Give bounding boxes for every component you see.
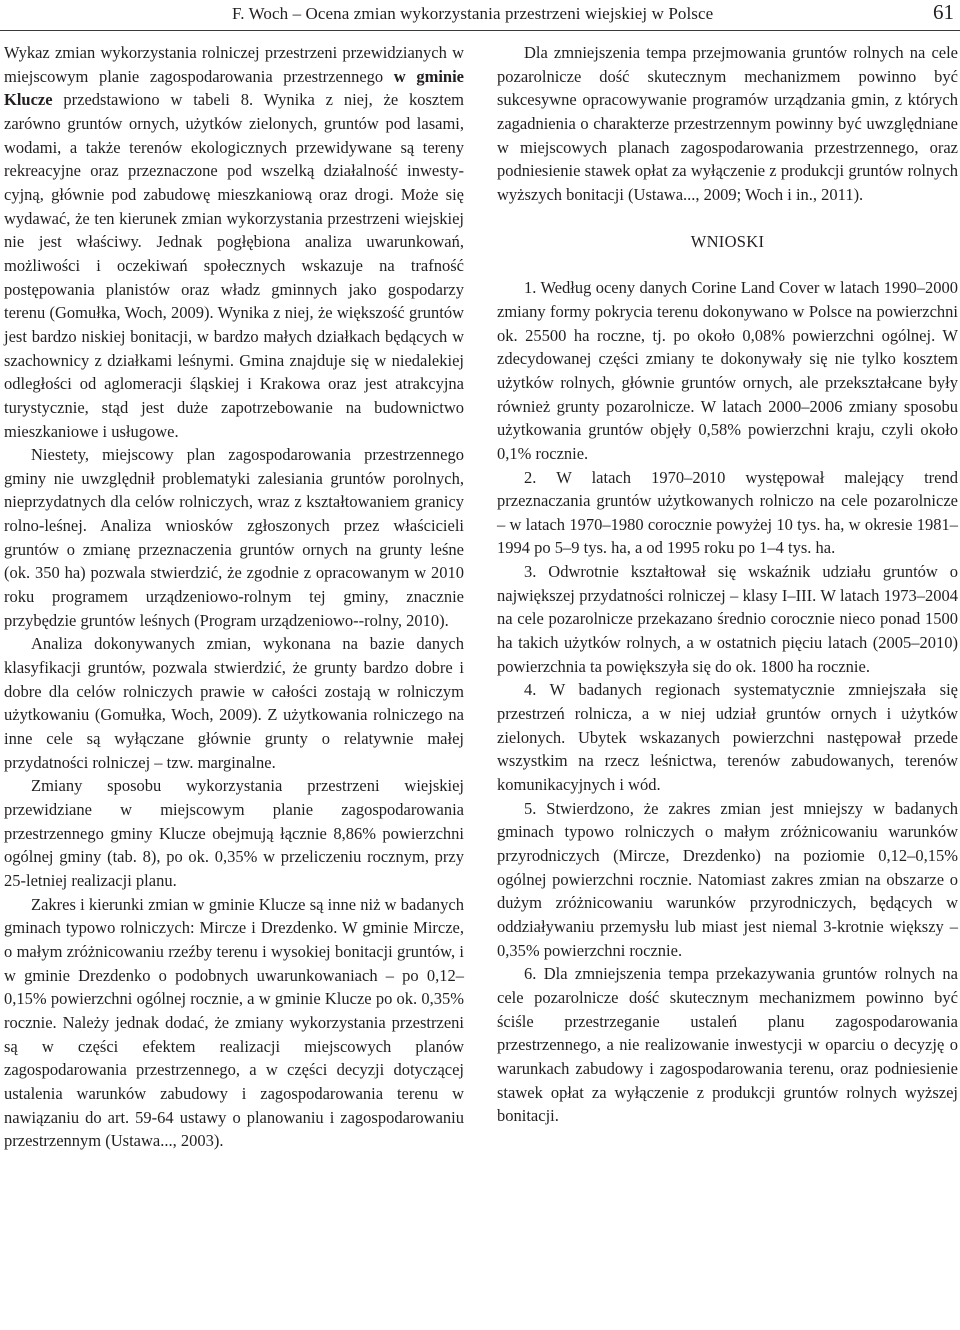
- page-header: [0, 0, 960, 31]
- paragraph: [4, 41, 464, 443]
- paragraph-text: przedstawiono w tabeli 8. Wynika z niej, że kosztem zarówno gruntów ornych, użytków zielonych, gruntów pod lasami, wodami, a także terenów ekologicznych przewidywane są tereny rekreacyjne oraz przeznaczone pod wszelką działalność inwestycyjną, głównie pod zabudowę mieszkaniową oraz drogi. Może się wydawać, że ten kierunek zmian wykorzystania przestrzeni wiejskiej nie jest właściwy. Jednak pogłębiona analiza uwarunkowań, możliwości i oczekiwań społecznych wskazuje na trafność postępowania planistów oraz władz gminnych jako gospodarzy terenu (Gomułka, Woch, 2009). Wynika z niej, że większość gruntów jest bardzo niskiej bonitacji, w bardzo małych działkach będących w szachownicy z działkami leśnymi. Gmina znajduje się w niedalekiej odległości od aglomeracji śląskiej i Krakowa oraz jest atrakcyjna turystycznie, stąd jest duże zapotrzebowanie na budownictwo mieszkaniowe i usługowe.: [4, 90, 464, 441]
- running-head: F. Woch – Ocena zmian wykorzystania przestrzeni wiejskiej w Polsce: [232, 4, 714, 23]
- section-heading: WNIOSKI: [690, 231, 765, 251]
- paragraph: Analiza dokonywanych zmian, wykonana na bazie danych klasyfikacji gruntów, pozwala stwierdzić, że grunty bardzo dobre i dobre dla celów rolniczych prawie w całości zostają w rolniczym użytkowaniu (Gomułka, Woch, 2009). Z użytkowania rolniczego na inne cele są wyłączane głównie grunty o relatywnie małej przydatności rolniczej – tzw. marginalne.: [4, 634, 464, 772]
- paragraph: Zakres i kierunki zmian w gminie Klucze są inne niż w badanych gminach typowo rolniczych: Mircze i Drezdenko. W gminie Mircze, o małym zróżnicowaniu rzeźby terenu i wysokiej bonitacji gruntów, i w gminie Drezdenko o podobnych uwarunkowaniach – po 0,12–0,15% powierzchni ogólnej rocznie, a w gminie Klucze po ok. 0,35% rocznie. Należy jednak dodać, że zmiany wykorzystania przestrzeni są w części efektem realizacji miejscowych planów zagospodarowania przestrzennego, a w części decyzji dotyczącej ustalenia warunków zabudowy i zagospodarowania terenu w nawiązaniu do art. 59-64 ustawy o planowaniu i zagospodarowaniu przestrzennym (Ustawa..., 2003).: [4, 894, 464, 1151]
- right-column: [497, 41, 958, 1128]
- conclusion-item: 1. Według oceny danych Corine Land Cover w latach 1990–2000 zmiany formy pokrycia terenu dokonywano w Polsce na powierzchni ok. 25500 ha roczne, tj. po około 0,08% powierzchni ogólnej. W zdecydowanej części zmiany te dokonywały się nie tylko kosztem użytków rolnych, głównie gruntów ornych, ale przekształcane były również grunty pozarolnicze. W latach 2000–2006 zmiany sposobu użytkowania gruntów objęły 0,58% powierzchni kraju, czyli około 0,1% rocznie.: [497, 278, 958, 463]
- left-column: [4, 41, 464, 1153]
- conclusion-item: 4. W badanych regionach systematycznie zmniejszała się przestrzeń rolnicza, a w niej udział gruntów ornych i użytków zielonych. Ubytek wskazanych powierzchni następował przede wszystkim na rzecz leśnictwa, terenów zabudowanych, terenów komunikacyjnych i wód.: [497, 680, 958, 795]
- paragraph: Dla zmniejszenia tempa przejmowania gruntów rolnych na cele pozarolnicze dość skutecznym mechanizmem powinno być sukcesywne opracowywanie programów urządzania gmin, z których zagadnienia o charakterze przestrzennym powinny być uwzględniane w miejscowych planach zagospodarowania przestrzennego, oraz podniesienie stawek opłat za wyłączenie z produkcji gruntów rolnych wyższych bonitacji (Ustawa..., 2009; Woch i in., 2011).: [497, 43, 958, 204]
- paragraph: Niestety, miejscowy plan zagospodarowania przestrzennego gminy nie uwzględnił problematyki zalesiania gruntów porolnych, nieprzydatnych dla celów rolniczych, wraz z kształtowaniem granicy rolno-leśnej. Analiza wniosków zgłoszonych przez właścicieli gruntów o zmianę przeznaczenia gruntów ornych na grunty leśne (ok. 350 ha) pozwala stwierdzić, że zgodnie z opracowanym w 2010 roku programem urządzeniowo-rolnym tej gminy, znacznie przybędzie gruntów leśnych (Program urządzeniowo--rolny, 2010).: [4, 445, 464, 630]
- paragraph-text: Wykaz zmian wykorzystania rolniczej przestrzeni przewidzianych w miejscowym planie zagospodarowania przestrzennego: [4, 43, 464, 86]
- conclusion-item: 6. Dla zmniejszenia tempa przekazywania gruntów rolnych na cele pozarolnicze dość skutecznym mechanizmem powinno być ściśle przestrzeganie ustaleń planu zagospodarowania przestrzennego, a nie realizowanie inwestycji w oparciu o decyzję o warunkach zabudowy i zagospodarowania terenu, oraz podniesienie stawek opłat za wyłączenie z produkcji gruntów rolnych wyższej bonitacji.: [497, 964, 958, 1126]
- bold-gmina-name: w gminie Klucze: [4, 66, 464, 110]
- paragraph: Zmiany sposobu wykorzystania przestrzeni wiejskiej przewidziane w miejscowym planie zagospodarowania przestrzennego gminy Klucze obejmują łącznie 8,86% powierzchni ogólnej gminy (tab. 8), po ok. 0,35% w przeliczeniu rocznym, przy 25-letniej realizacji planu.: [4, 776, 464, 890]
- page-number: 61: [933, 0, 954, 24]
- conclusion-item: 5. Stwierdzono, że zakres zmian jest mniejszy w badanych gminach typowo rolniczych o małym zróżnicowaniu warunków przyrodniczych (Mircze, Drezdenko) na poziomie 0,12–0,15% ogólnej powierzchni rocznie. Natomiast zakres zmian na obszarze o dużym zróżnicowaniu warunków przyrodniczych, będących w oddziaływaniu przemysłu lub miast jest niemal 3-krotnie większy – 0,35% powierzchni rocznie.: [497, 798, 958, 960]
- conclusion-item: 2. W latach 1970–2010 występował malejący trend przeznaczania gruntów użytkowanych rolniczo na cele pozarolnicze – w latach 1970–1980 corocznie powyżej 10 tys. ha, w okresie 1981–1994 po 5–9 tys. ha, a od 1995 roku po 1–4 tys. ha.: [497, 467, 958, 558]
- conclusion-item: 3. Odwrotnie kształtował się wskaźnik udziału gruntów o największej przydatności rolniczej – klasy I–III. W latach 1973–2004 na cele pozarolnicze przekazano średnio corocznie nieco ponad 1500 ha takich użytków rolnych, a w ostatnich pięciu latach (2005–2010) powierzchnia ta powiększyła się do ok. 1800 ha rocznie.: [497, 562, 958, 676]
